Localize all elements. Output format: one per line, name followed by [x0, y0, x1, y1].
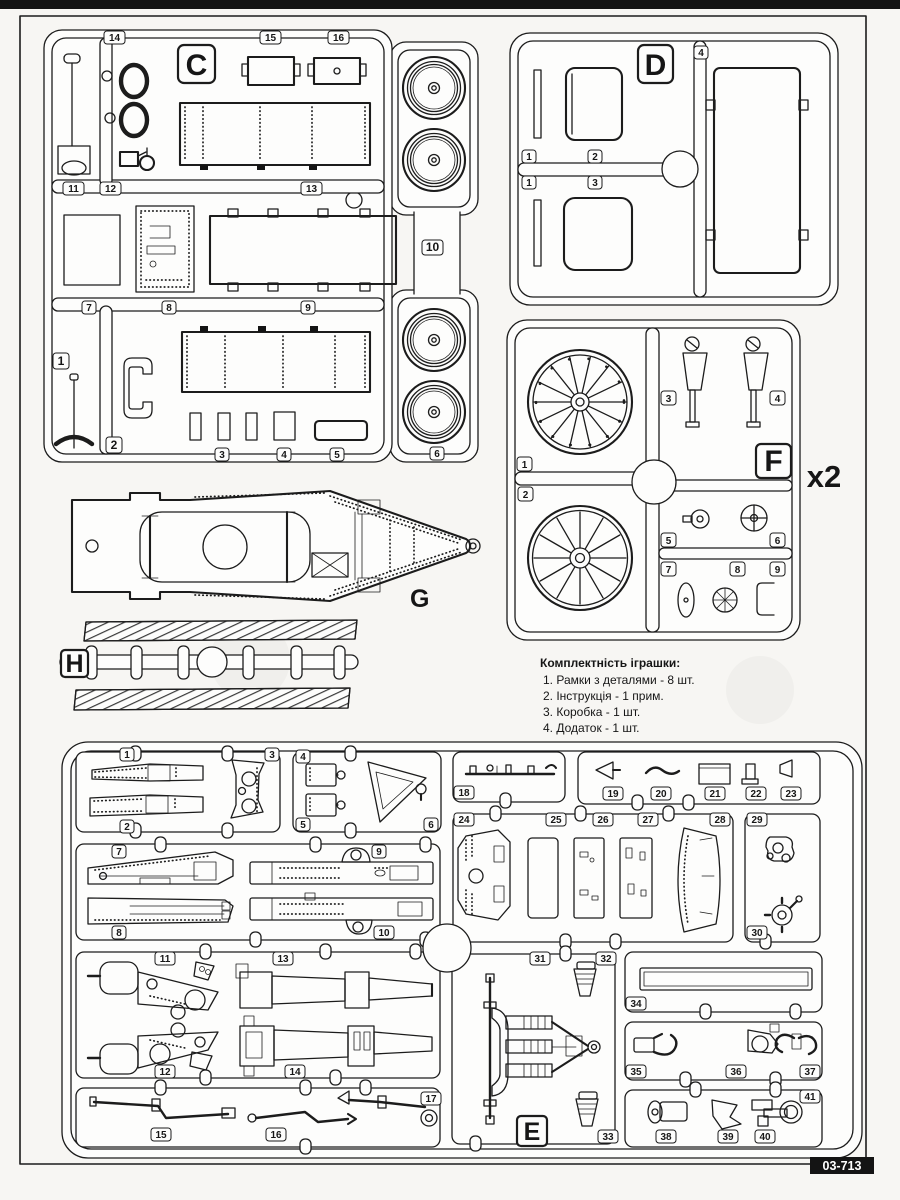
part-tag [372, 845, 386, 858]
part-tag [638, 813, 658, 826]
svg-text:9: 9 [774, 565, 781, 576]
sprue-letter: F [764, 445, 783, 478]
part-tag [661, 391, 676, 405]
footer-code [810, 1157, 874, 1174]
part-tag [265, 748, 279, 761]
scan-top-bar [0, 0, 900, 9]
svg-text:6: 6 [434, 449, 440, 460]
part-tag [155, 952, 175, 965]
svg-text:12: 12 [104, 184, 117, 195]
svg-text:15: 15 [155, 1130, 167, 1141]
part-tag [626, 997, 646, 1010]
svg-text:3: 3 [269, 750, 275, 761]
part-tag [726, 1065, 746, 1078]
part-tag [151, 1128, 171, 1141]
part-tag [705, 787, 725, 800]
svg-text:24: 24 [458, 815, 470, 826]
svg-text:2: 2 [110, 438, 118, 452]
part-tag [301, 182, 322, 195]
svg-text:13: 13 [277, 954, 289, 965]
part-tag [260, 31, 281, 44]
svg-text:5: 5 [300, 820, 306, 831]
sprue-letter: D [644, 49, 667, 82]
svg-text:1: 1 [57, 354, 65, 368]
sprue-f-quantity: x2 [806, 459, 842, 494]
part-tag [710, 813, 730, 826]
svg-text:18: 18 [458, 788, 470, 799]
part-tag [530, 952, 550, 965]
part-tag [651, 787, 671, 800]
svg-text:2: 2 [592, 152, 598, 163]
part-tag [296, 818, 310, 831]
svg-text:3: 3 [219, 450, 225, 461]
part-tag [694, 46, 708, 59]
svg-text:9: 9 [376, 847, 382, 858]
svg-text:10: 10 [425, 240, 440, 254]
part-tag [112, 845, 126, 858]
part-tag [63, 182, 84, 195]
sprue-d [510, 33, 838, 305]
svg-text:39: 39 [722, 1132, 734, 1143]
svg-text:1: 1 [526, 178, 532, 189]
part-tag [53, 353, 69, 369]
svg-text:28: 28 [714, 815, 726, 826]
part-tag [328, 31, 349, 44]
svg-text:2: 2 [124, 822, 130, 833]
contents-note-line: 3. Коробка - 1 шт. [543, 705, 641, 719]
footer-code-text: 03-713 [822, 1159, 862, 1173]
svg-text:41: 41 [804, 1092, 816, 1103]
part-tag [755, 1130, 775, 1143]
svg-text:3: 3 [665, 394, 672, 405]
svg-text:21: 21 [709, 789, 721, 800]
part-tag [746, 787, 766, 800]
part-tag [120, 820, 134, 833]
part-tag [100, 182, 121, 195]
svg-text:7: 7 [116, 847, 122, 858]
part-tag [522, 150, 536, 163]
svg-text:40: 40 [759, 1132, 771, 1143]
svg-text:35: 35 [630, 1067, 642, 1078]
svg-text:36: 36 [730, 1067, 742, 1078]
part-tag [718, 1130, 738, 1143]
sprue-f [507, 320, 841, 640]
svg-text:8: 8 [116, 928, 122, 939]
svg-text:26: 26 [597, 815, 609, 826]
part-tag [603, 787, 623, 800]
svg-text:4: 4 [698, 48, 704, 59]
part-tag [301, 301, 315, 314]
part-tag [730, 562, 745, 576]
svg-text:6: 6 [774, 536, 781, 547]
svg-text:11: 11 [159, 954, 171, 965]
svg-text:31: 31 [534, 954, 546, 965]
svg-text:1: 1 [124, 750, 130, 761]
part-tag [273, 952, 293, 965]
svg-text:27: 27 [642, 815, 654, 826]
part-tag [104, 31, 125, 44]
svg-text:14: 14 [289, 1067, 301, 1078]
contents-note [540, 656, 695, 735]
svg-text:34: 34 [630, 999, 642, 1010]
part-tag [593, 813, 613, 826]
part-tag [82, 301, 96, 314]
part-tag [374, 926, 394, 939]
part-tag [454, 813, 474, 826]
svg-text:29: 29 [751, 815, 763, 826]
svg-text:30: 30 [751, 928, 763, 939]
part-tag [215, 448, 229, 461]
part-tag [522, 176, 536, 189]
svg-text:14: 14 [108, 33, 121, 44]
sprue-letter: H [65, 650, 84, 678]
part-tag [598, 1130, 618, 1143]
part-tag [296, 750, 310, 763]
svg-text:10: 10 [378, 928, 390, 939]
part-tag [588, 150, 602, 163]
svg-text:1: 1 [526, 152, 532, 163]
part-tag [285, 1065, 305, 1078]
svg-text:17: 17 [425, 1094, 437, 1105]
sprue-c [44, 30, 478, 462]
part-tag [747, 813, 767, 826]
part-tag [421, 1092, 441, 1105]
part-tag [661, 533, 676, 547]
svg-text:33: 33 [602, 1132, 614, 1143]
svg-text:12: 12 [159, 1067, 171, 1078]
svg-text:1: 1 [521, 460, 528, 471]
svg-text:37: 37 [804, 1067, 816, 1078]
sprue-letter: C [185, 49, 208, 82]
svg-text:8: 8 [734, 565, 741, 576]
part-tag [747, 926, 767, 939]
part-tag [266, 1128, 286, 1141]
part-tag [330, 448, 344, 461]
svg-text:2: 2 [522, 490, 529, 501]
sprue-h-label [61, 650, 88, 678]
svg-text:22: 22 [750, 789, 762, 800]
svg-text:4: 4 [281, 450, 287, 461]
svg-text:8: 8 [166, 303, 172, 314]
svg-text:13: 13 [305, 184, 318, 195]
part-tag [588, 176, 602, 189]
svg-text:23: 23 [785, 789, 797, 800]
part-tag [596, 952, 616, 965]
part-tag [517, 457, 532, 471]
svg-text:19: 19 [607, 789, 619, 800]
part-tag [424, 818, 438, 831]
part-tag [781, 787, 801, 800]
svg-text:7: 7 [86, 303, 92, 314]
contents-note-line: 4. Додаток - 1 шт. [543, 721, 640, 735]
sprue-h [60, 620, 358, 710]
svg-text:25: 25 [550, 815, 562, 826]
part-tag [770, 562, 785, 576]
contents-note-title: Комплектність іграшки: [540, 656, 681, 670]
svg-text:15: 15 [264, 33, 277, 44]
svg-text:38: 38 [660, 1132, 672, 1143]
part-tag [518, 487, 533, 501]
part-tag [661, 562, 676, 576]
contents-note-line: 2. Інструкція - 1 прим. [543, 689, 664, 703]
part-tag [454, 786, 474, 799]
svg-text:5: 5 [334, 450, 340, 461]
part-g-letter: G [410, 585, 430, 613]
part-tag [800, 1065, 820, 1078]
part-tag [112, 926, 126, 939]
part-tag [656, 1130, 676, 1143]
svg-text:5: 5 [665, 536, 672, 547]
svg-text:16: 16 [270, 1130, 282, 1141]
part-tag [277, 448, 291, 461]
contents-note-line: 1. Рамки з деталями - 8 шт. [543, 673, 695, 687]
svg-text:7: 7 [665, 565, 672, 576]
sprue-d-label [638, 45, 673, 83]
part-tag [626, 1065, 646, 1078]
part-g-carriage-plate [72, 491, 480, 613]
svg-text:6: 6 [428, 820, 434, 831]
part-tag [800, 1090, 820, 1103]
part-tag [546, 813, 566, 826]
part-tag [106, 437, 122, 453]
svg-text:11: 11 [68, 184, 79, 195]
part-tag [155, 1065, 175, 1078]
svg-text:3: 3 [592, 178, 598, 189]
svg-text:4: 4 [300, 752, 306, 763]
part-tag [162, 301, 176, 314]
sprue-letter: E [523, 1118, 541, 1146]
part-tag [770, 533, 785, 547]
sprue-e-label [517, 1116, 547, 1146]
sprue-f-label [756, 444, 791, 478]
part-tag [422, 240, 443, 255]
part-tag [120, 748, 134, 761]
svg-text:16: 16 [332, 33, 345, 44]
part-tag [770, 391, 785, 405]
part-tag [430, 447, 444, 460]
svg-text:32: 32 [600, 954, 612, 965]
sprue-c-label [178, 45, 215, 83]
svg-text:9: 9 [305, 303, 311, 314]
svg-text:4: 4 [774, 394, 781, 405]
spoked-wheel-12 [528, 506, 632, 610]
sprue-e [62, 742, 862, 1158]
svg-text:20: 20 [655, 789, 667, 800]
